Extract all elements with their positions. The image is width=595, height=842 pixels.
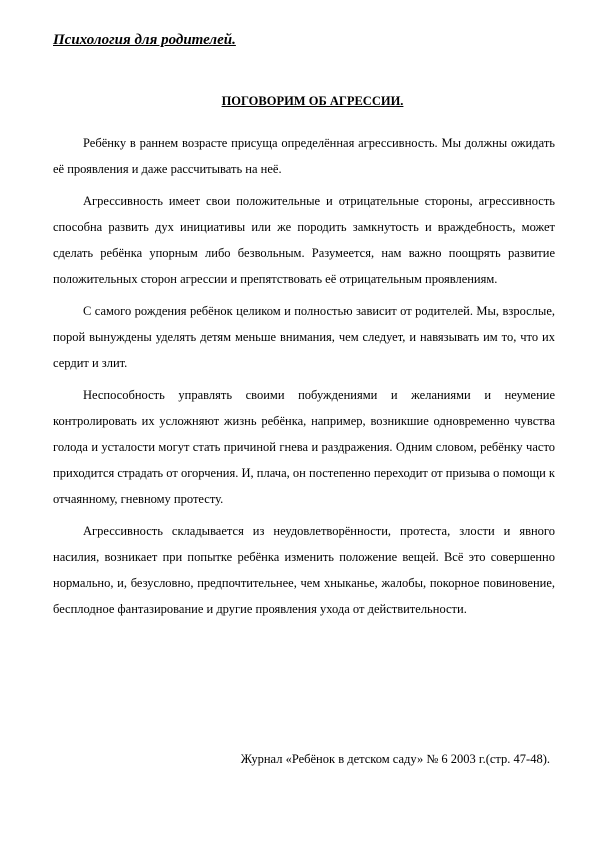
paragraph-1: Ребёнку в раннем возрасте присуща определённая агрессивность. Мы должны ожидать её проявления и даже рассчитывать на неё.	[53, 136, 555, 176]
paragraph-5: Агрессивность складывается из неудовлетворённости, протеста, злости и явного насилия, возникает при попытке ребёнка изменить положение вещей. Всё это совершенно нормально, и, безусловно, предпочтительнее, чем хныканье, жалобы, покорное повиновение, бесплодное фантазирование и другие проявления ухода от действительности.	[53, 524, 555, 616]
section-heading: Психология для родителей.	[53, 32, 236, 48]
article-body	[53, 130, 555, 628]
article-title: ПОГОВОРИМ ОБ АГРЕССИИ.	[221, 94, 404, 108]
paragraph-2: Агрессивность имеет свои положительные и отрицательные стороны, агрессивность способна развить дух инициативы или же породить замкнутость и враждебность, может сделать ребёнка упорным либо безвольным. Разумеется, нам важно поощрять развитие положительных сторон агрессии и препятствовать её отрицательным проявлениям.	[53, 194, 555, 286]
paragraph-4: Неспособность управлять своими побуждениями и желаниями и неумение контролировать их усложняют жизнь ребёнка, например, возникшие одновременно чувства голода и усталости могут стать причиной гнева и раздражения. Одним словом, ребёнку часто приходится страдать от огорчения. И, плача, он постепенно переходит от призыва о помощи к отчаянному, гневному протесту.	[53, 388, 555, 506]
paragraph-3: С самого рождения ребёнок целиком и полностью зависит от родителей. Мы, взрослые, порой вынуждены уделять детям меньше внимания, чем следует, и навязывать им то, что их сердит и злит.	[53, 304, 555, 370]
source-citation: Журнал «Ребёнок в детском саду» № 6 2003 г.(стр. 47-48).	[240, 752, 550, 766]
